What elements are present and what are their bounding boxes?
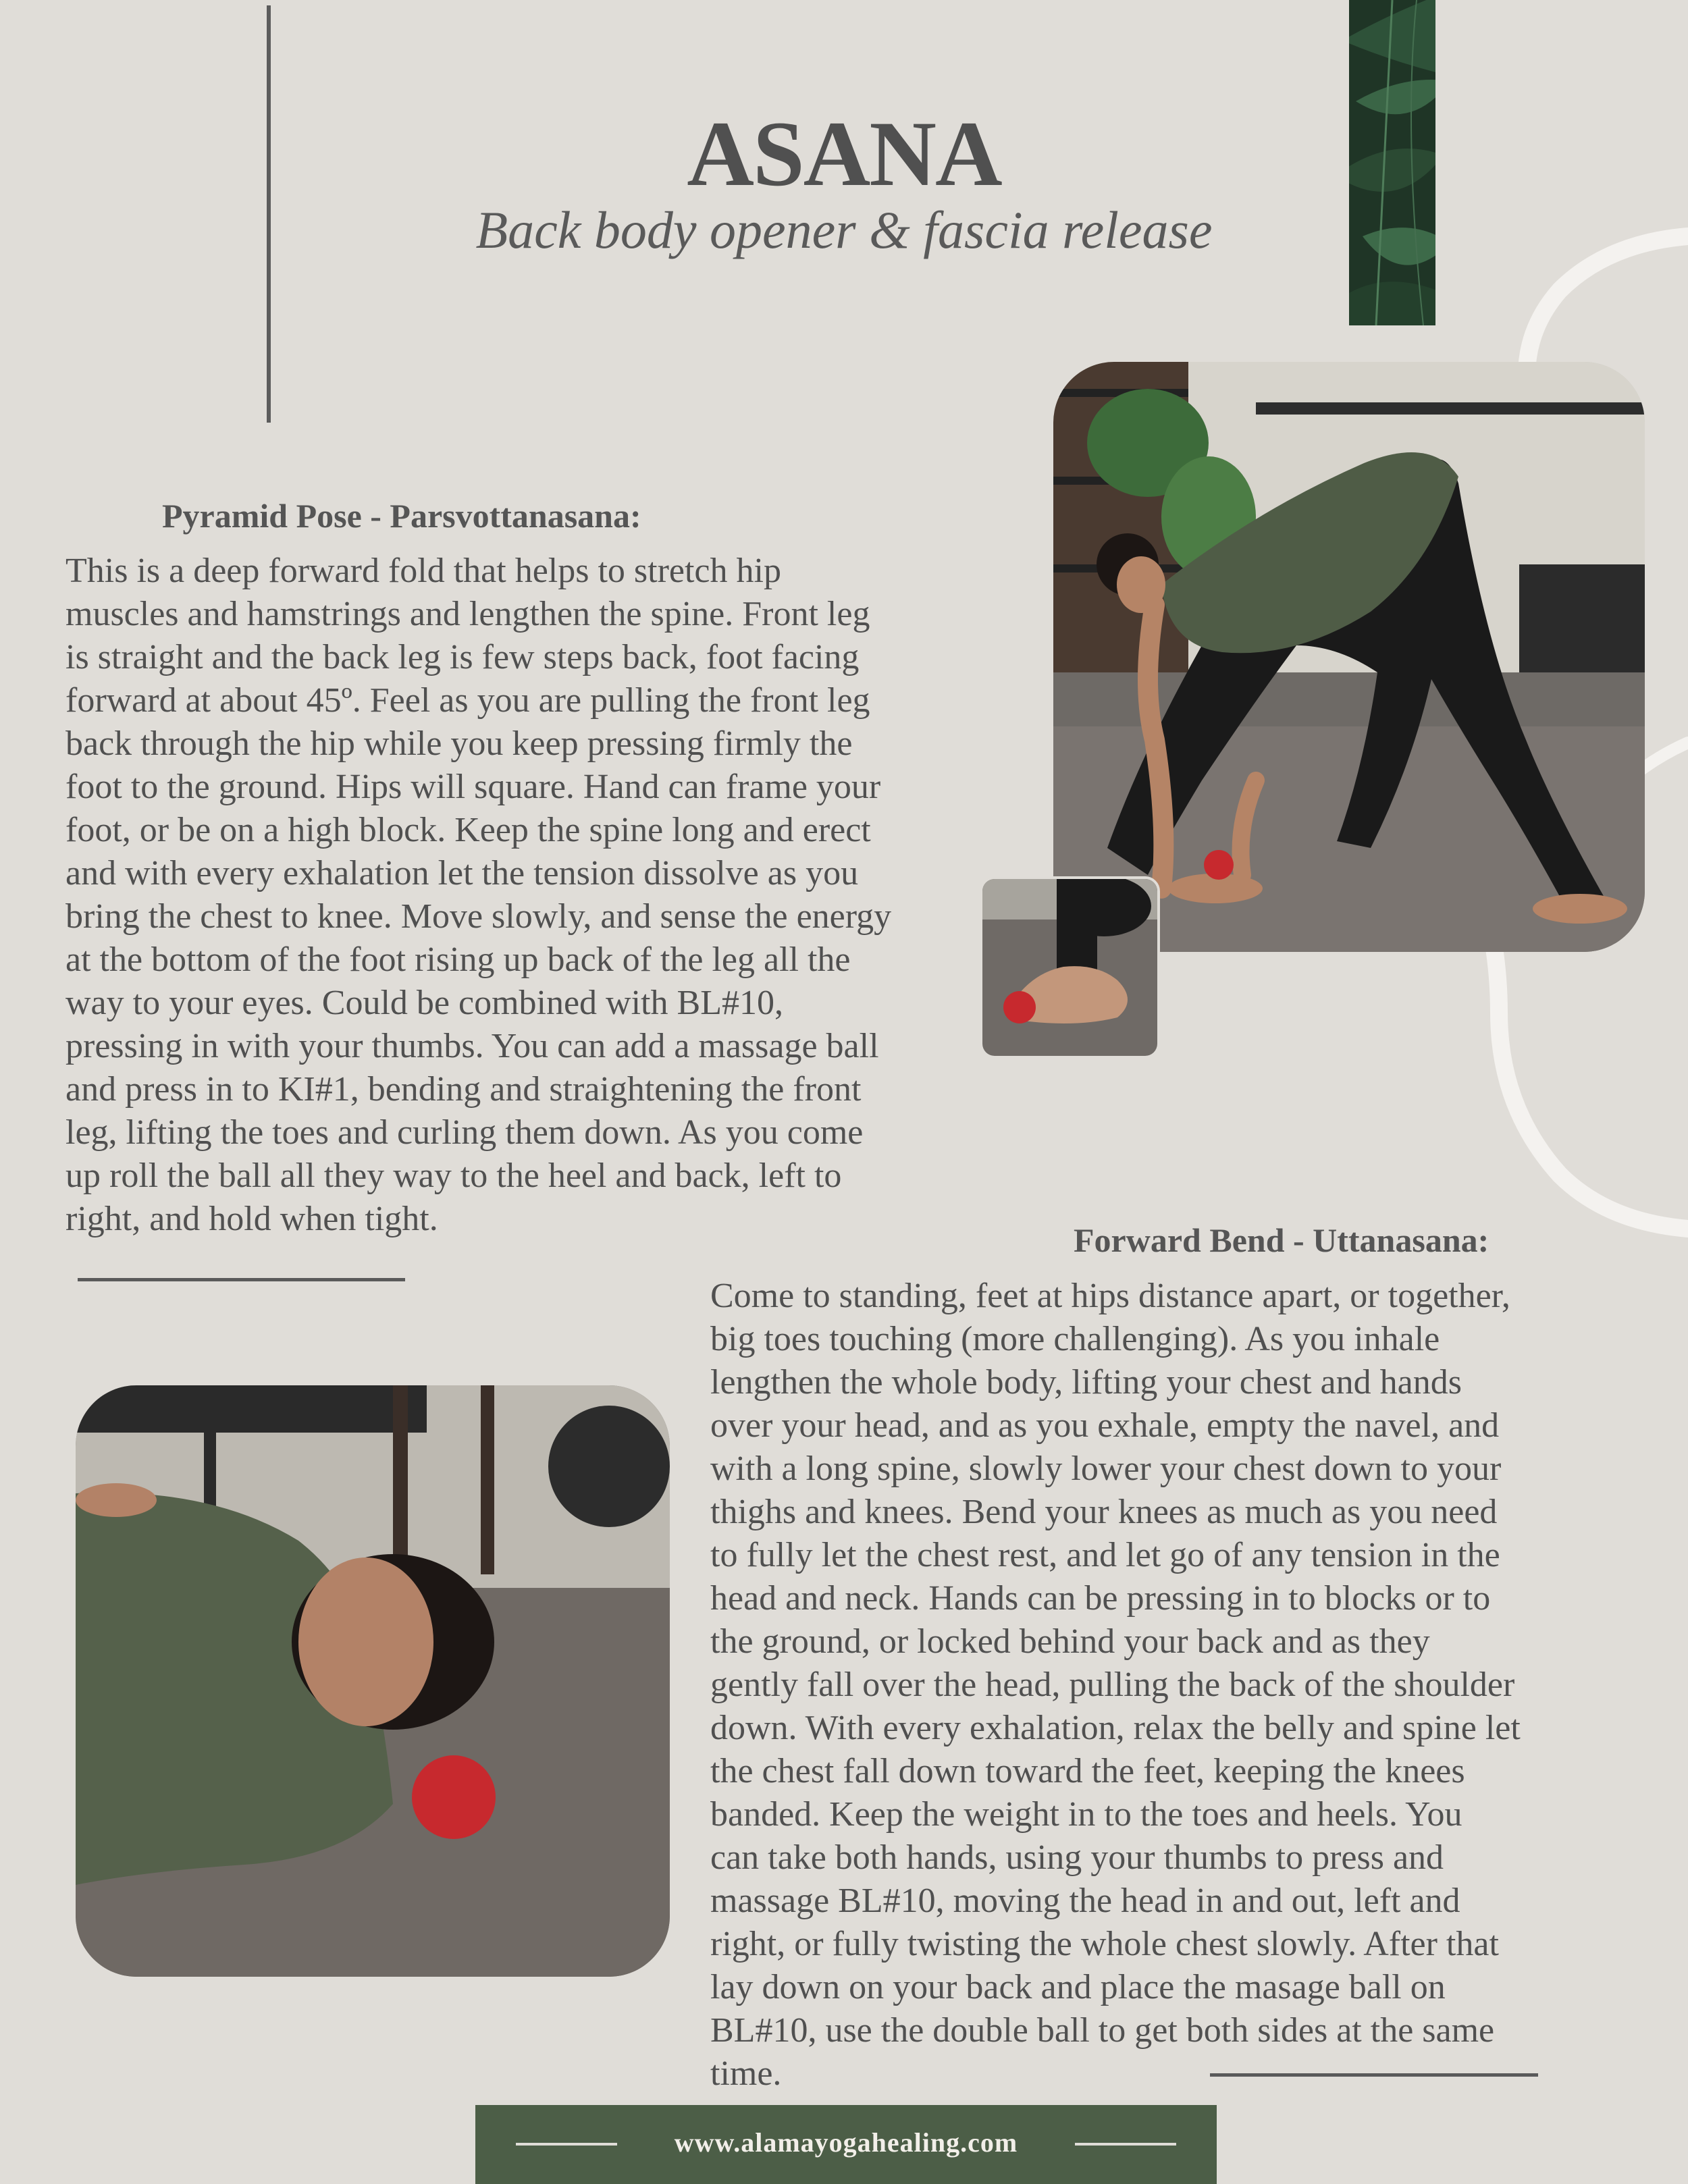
neck-massage-ball-photo bbox=[76, 1385, 670, 1977]
text-line: muscles and hamstrings and lengthen the spine. Front leg bbox=[65, 595, 870, 633]
forward-bend-heading: Forward Bend - Uttanasana: bbox=[1074, 1221, 1489, 1259]
text-line: is straight and the back leg is few steps back, foot facing bbox=[65, 638, 860, 676]
text-line: time. bbox=[710, 2054, 782, 2093]
text-line: and press in to KI#1, bending and straightening the front bbox=[65, 1070, 862, 1109]
text-line: right, or fully twisting the whole chest slowly. After that bbox=[710, 1925, 1499, 1963]
text-line: big toes touching (more challenging). As you inhale bbox=[710, 1320, 1440, 1358]
text-line: pressing in with your thumbs. You can add a massage ball bbox=[65, 1027, 879, 1065]
text-line: up roll the ball all they way to the heel and back, left to bbox=[65, 1156, 842, 1195]
text-line: over your head, and as you exhale, empty the navel, and bbox=[710, 1406, 1500, 1445]
text-line: head and neck. Hands can be pressing in to blocks or to bbox=[710, 1579, 1491, 1618]
text-line: with a long spine, slowly lower your chest down to your bbox=[710, 1449, 1502, 1488]
section-divider bbox=[78, 1278, 405, 1281]
text-line: bring the chest to knee. Move slowly, and sense the energy bbox=[65, 897, 892, 936]
text-line: This is a deep forward fold that helps to stretch hip bbox=[65, 552, 781, 590]
footer-bar bbox=[475, 2105, 1217, 2184]
text-line: gently fall over the head, pulling the back of the shoulder bbox=[710, 1666, 1515, 1704]
text-line: lay down on your back and place the masage ball on bbox=[710, 1968, 1446, 2006]
text-line: and with every exhalation let the tension dissolve as you bbox=[65, 854, 859, 893]
text-line: Come to standing, feet at hips distance apart, or together, bbox=[710, 1277, 1510, 1315]
pyramid-pose-photo bbox=[1053, 362, 1645, 952]
text-line: lengthen the whole body, lifting your chest and hands bbox=[710, 1363, 1462, 1402]
text-line: can take both hands, using your thumbs to press and bbox=[710, 1838, 1444, 1877]
text-line: back through the hip while you keep pressing firmly the bbox=[65, 724, 853, 763]
text-line: the ground, or locked behind your back and as they bbox=[710, 1622, 1430, 1661]
text-line: down. With every exhalation, relax the belly and spine let bbox=[710, 1709, 1521, 1747]
text-line: at the bottom of the foot rising up back of the leg all the bbox=[65, 940, 851, 979]
text-line: way to your eyes. Could be combined with BL#10, bbox=[65, 984, 783, 1022]
text-line: banded. Keep the weight in to the toes and heels. You bbox=[710, 1795, 1462, 1834]
text-line: to fully let the chest rest, and let go of any tension in the bbox=[710, 1536, 1500, 1574]
pyramid-pose-heading: Pyramid Pose - Parsvottanasana: bbox=[162, 497, 641, 535]
pyramid-pose-description bbox=[65, 550, 997, 1241]
text-line: right, and hold when tight. bbox=[65, 1200, 438, 1238]
forward-bend-description bbox=[710, 1275, 1656, 2096]
footer-decor-line bbox=[1075, 2143, 1176, 2146]
text-line: foot to the ground. Hips will square. Hand can frame your bbox=[65, 768, 881, 806]
text-line: the chest fall down toward the feet, keeping the knees bbox=[710, 1752, 1465, 1790]
text-line: forward at about 45º. Feel as you are pulling the front leg bbox=[65, 681, 870, 720]
page-title: ASANA bbox=[687, 102, 1001, 205]
text-line: leg, lifting the toes and curling them down. As you come bbox=[65, 1113, 864, 1152]
section-divider bbox=[1210, 2073, 1538, 2077]
website-url[interactable]: www.alamayogahealing.com bbox=[674, 2127, 1018, 2158]
text-line: foot, or be on a high block. Keep the spine long and erect bbox=[65, 811, 871, 849]
foot-massage-ball-photo bbox=[980, 876, 1160, 1059]
text-line: thighs and knees. Bend your knees as much as you need bbox=[710, 1493, 1498, 1531]
text-line: massage BL#10, moving the head in and out, left and bbox=[710, 1882, 1460, 1920]
text-line: BL#10, use the double ball to get both sides at the same bbox=[710, 2011, 1495, 2050]
page-subtitle: Back body opener & fascia release bbox=[475, 201, 1213, 259]
